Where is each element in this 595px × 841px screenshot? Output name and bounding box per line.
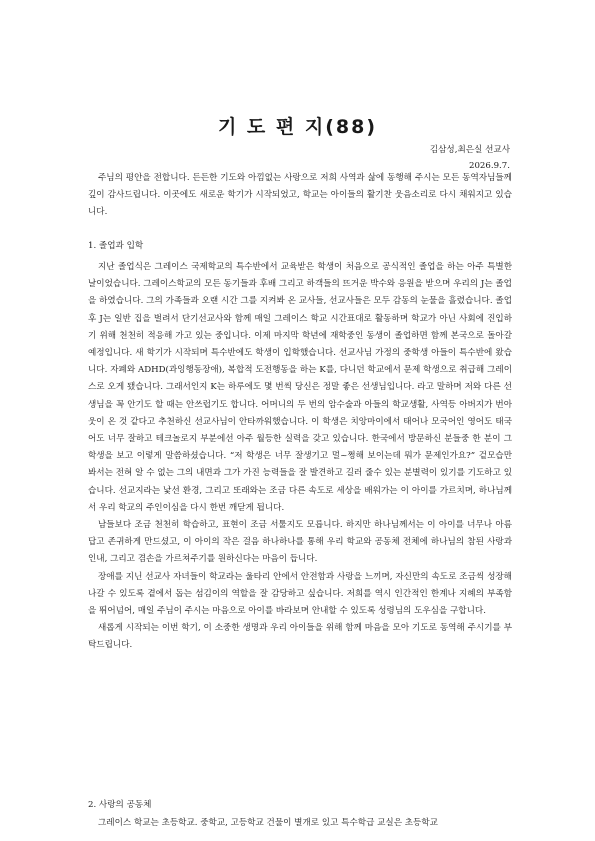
page-title: 기 도 편 지(88) [217,116,378,138]
date-line: 2026.9.7. [468,161,510,171]
paragraph: 지난 졸업식은 그레이스 국제학교의 특수반에서 교육받은 학생이 처음으로 공식적인 졸업을 하는 아주 특별한 날이었습니다. 그레이스학교의 모든 동기들과 후배 그리고 하객들의 뜨거운 박수와 응원을 받으며 우리의 J는 졸업을 하였습니다. 그의 가족들과 오랜 시간 그를 지켜봐 온 교사들, 선교사들은 모두 감동의 눈물을 흘렸습니다. 졸업후 J는 일반 집을 벌려서 단기선교사와 함께 매일 그레이스 학교 시간표대로 활동하며 학교가 아닌 사회에 진입하기 위해 천천히 적응해 가고 있는 중입니다. 이제 마지막 학년에 재학중인 동생이 졸업하면 함께 본국으로 돌아갈 예정입니다. 새 학기가 시작되며 특수반에도 학생이 입학했습니다. 선교사님 가정의 중학생 아들이 특수반에 왔습니다. 자폐와 ADHD(과잉행동장애), 복합적 도전행동을 하는 K를, 다니던 학교에서 문제 학생으로 취급해 그레이스로 오게 됐습니다. 그래서인지 K는 하루에도 몇 번씩 당신은 정말 좋은 선생님입니다. 라고 말하며 저와 다른 선생님을 꼭 안기도 할 때는 안쓰럽기도 합니다. 어머니의 두 번의 암수술과 아들의 학교생활, 사역등 아버지가 번아웃이 온 것 같다고 추천하신 선교사님이 안타까워했습니다. 이 학생은 치앙마이에서 태어나 모국어인 영어도 태국어도 너무 잘하고 테크놀로지 부분에선 아주 월등한 실력을 갖고 있습니다. 한국에서 방문하신 분들중 한 분이 그 학생을 보고 이렇게 말씀하셨습니다. “저 학생은 너무 잘생기고 멀~쩡해 보이는데 뭐가 문제인가요?” 겉모습만 봐서는 전혀 알 수 없는 그의 내면과 그가 가진 능력들을 잘 발견하고 길러 줄수 있는 분별력이 있기를 기도하고 있습니다. 선교지라는 낯선 환경, 그리고 또래와는 조금 다른 속도로 세상을 배워가는 이 아이를 가르치며, 하나님께서 우리 학교의 주인이심을 다시 한번 깨닫게 됩니다. [88,262,512,513]
section-2-body [88,815,512,832]
section-1-heading-block [88,238,512,255]
section-heading: 2. 사랑의 공동체 [88,800,152,810]
paragraph: 새롭게 시작되는 이번 학기, 이 소중한 생명과 우리 아이들을 위해 함께 마음을 모아 기도로 동역해 주시기를 부탁드립니다. [88,623,512,651]
author-line: 김삼성,최은실 선교사 [429,145,510,155]
paragraph: 그레이스 학교는 초등학교. 중학교, 고등학교 건물이 별개로 있고 특수학급 교실은 초등학교 [98,818,438,828]
section-1-body [88,259,512,655]
section-2-heading-block [88,797,512,814]
paragraph: 남들보다 조금 천천히 학습하고, 표현이 조금 서툴지도 모릅니다. 하지만 하나님께서는 이 아이를 너무나 아름답고 존귀하게 만드셨고, 이 아이의 작은 걸음 하나하나를 통해 우리 학교와 공동체 전체에 하나님의 참된 사랑과 인내, 그리고 겸손을 가르쳐주기를 원하신다는 마음이 듭니다. [88,520,512,565]
section-heading: 1. 졸업과 입학 [88,241,144,251]
paragraph: 장애를 지닌 선교사 자녀들이 학교라는 울타리 안에서 안전함과 사랑을 느끼며, 자신만의 속도로 조금씩 성장해 나갈 수 있도록 곁에서 돕는 섬김이의 역할을 잘 감당하고 싶습니다. 저희를 역시 인간적인 한계나 지혜의 부족함을 뛰어넘어, 매일 주님이 주시는 마음으로 아이를 바라보며 안내할 수 있도록 성령님의 도우심을 구합니다. [88,571,512,617]
intro-section [88,170,512,222]
intro-paragraph: 주님의 평안을 전합니다. 든든한 기도와 아낌없는 사랑으로 저희 사역과 삶에 동행해 주시는 모든 동역자님들께 깊이 감사드립니다. 이곳에도 새로운 학기가 시작되었고, 학교는 아이들의 활기찬 웃음소리로 다시 채워지고 있습니다. [88,173,512,218]
